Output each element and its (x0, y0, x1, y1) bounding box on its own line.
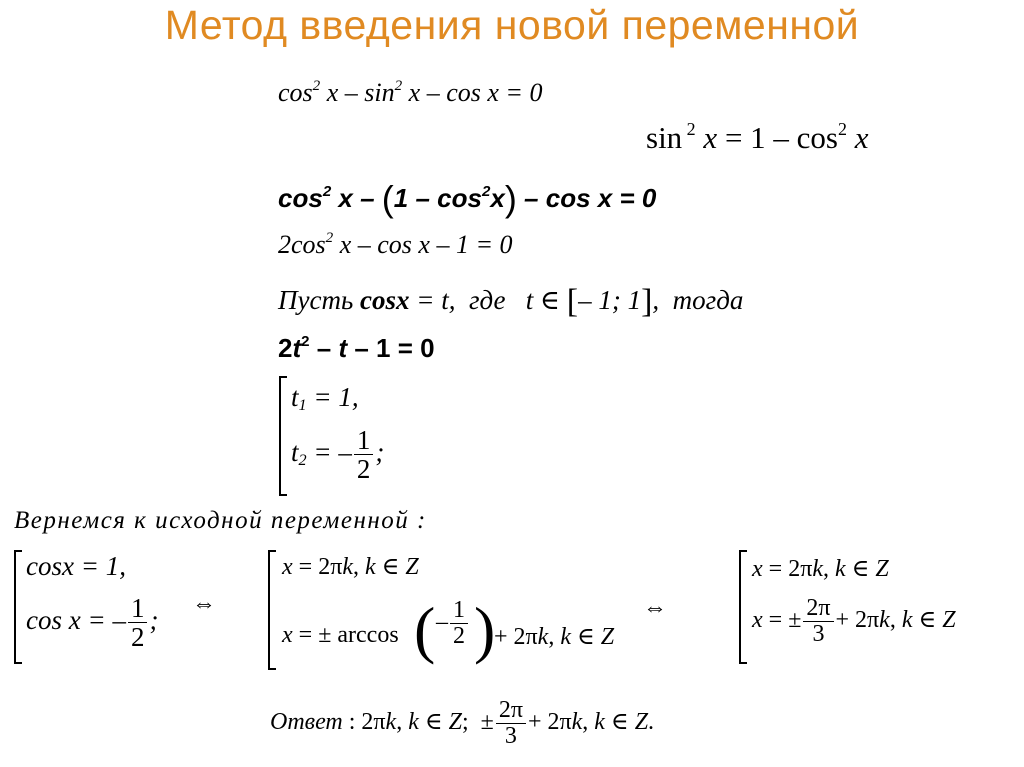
equation-line-3: $2\cos^2$ x – cos x – 1 = 0 (278, 230, 513, 259)
word-gde: где (469, 285, 506, 315)
equation-line-2: $\cos^2 x - (1 - \cos^2x) - \cos x = 0$ (278, 178, 657, 219)
system3-eq1: x = 2πk, k ∈ Z (752, 556, 889, 582)
answer-line: Ответ : 2πk, k ∈ Z; ± $\frac{2\pi}{3}$ + 2πk, k ∈ Z. (270, 697, 655, 750)
paren-close: ) (474, 594, 496, 665)
word-poust: Пусть (278, 285, 354, 315)
system-bracket-1 (14, 550, 22, 664)
system3-eq2: x = ± $\frac{2\pi}{3}$ + 2πk, k ∈ Z (752, 595, 956, 648)
word-togda: тогда (672, 285, 744, 315)
equivalence-arrow-2: ⇔ (643, 595, 667, 621)
slide-title: Метод введения новой переменной (164, 2, 860, 48)
system2-eq1: x = 2πk, k ∈ Z (282, 554, 419, 580)
system2-eq2-frac: – $\frac{1}{2}$ (436, 598, 470, 649)
system2-eq2-left: x = ± arccos (282, 622, 399, 648)
system1-eq2: cos x = – $\frac{1}{2}$ ; (26, 593, 159, 653)
system2-eq2-right: + 2πk, k ∈ Z (494, 624, 615, 650)
identity-formula: sin $^2$ $x = 1 - \cos^2 x$ (646, 119, 869, 155)
substitution-line: Пусть cosx = t, где t ∈ [– 1; 1], тогда (278, 283, 744, 320)
system-bracket-3 (739, 550, 747, 664)
system-bracket-t (279, 376, 287, 496)
system-bracket-2 (268, 550, 276, 670)
paren-open: ( (414, 594, 436, 665)
equivalence-arrow-1: ⇔ (192, 591, 216, 617)
quadratic-line: $2t^2 - t - 1 = 0$ (278, 333, 435, 363)
root-t2: $t_2$ = – $\frac{1}{2}$ ; (291, 425, 385, 485)
answer-label: Ответ (270, 709, 343, 736)
equation-line-1: $\cos^2 x - \sin^2 x - \cos x = 0$ (278, 78, 543, 107)
system1-eq1: cosx = 1, (26, 551, 126, 581)
return-text: Вернемся к исходной переменной : (14, 507, 427, 534)
root-t1: $t_1 = 1$, (291, 382, 359, 415)
